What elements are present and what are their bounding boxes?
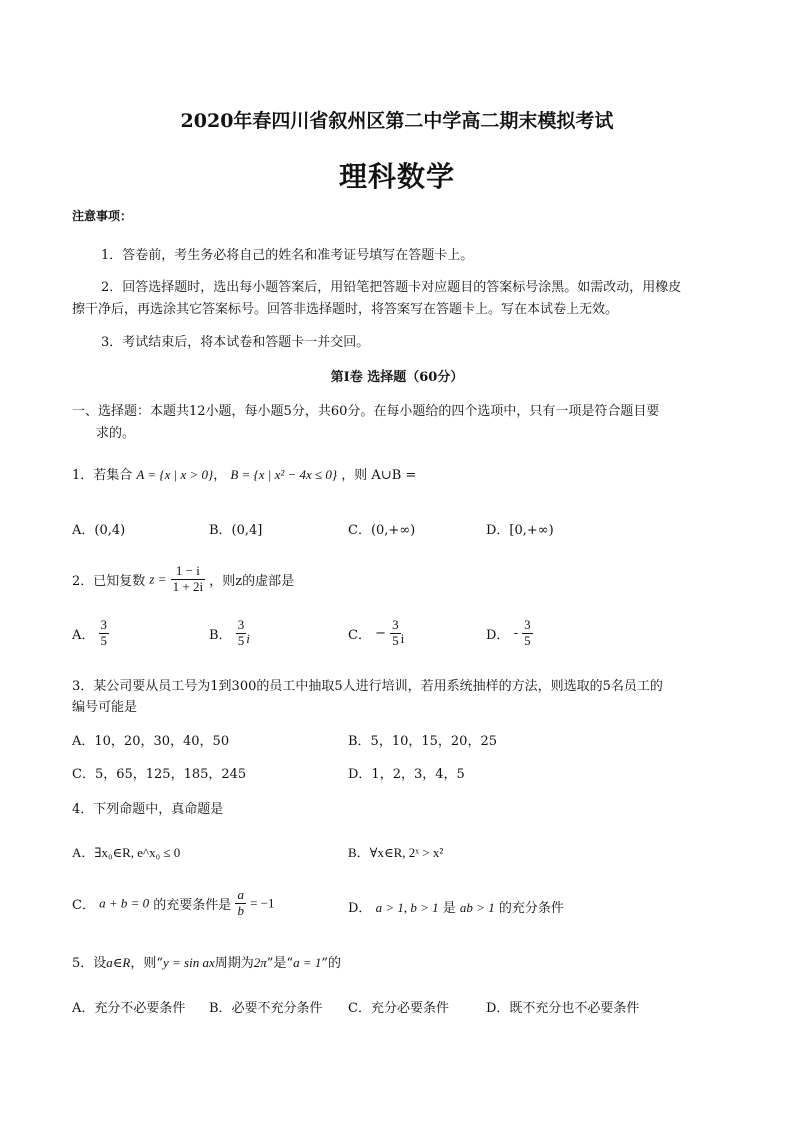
q4-stem: 4．下列命题中，真命题是 xyxy=(72,802,224,817)
q1-option-b: B．(0,4] xyxy=(209,523,263,538)
q4-c-mid: 的充要条件是 xyxy=(153,897,232,913)
q2-d-num: 3 xyxy=(524,617,531,632)
q4-d-expr1: a > 1, b > 1 xyxy=(375,900,439,915)
q4-c-fraction xyxy=(235,888,246,919)
q1-stem-suffix: ，则 A∪B = xyxy=(341,468,417,483)
q4-c-expr: a + b = 0 xyxy=(99,895,150,911)
section-instruction-line2: 求的。 xyxy=(96,426,136,441)
q1-set-b: B = {x | x² − 4x ≤ 0} xyxy=(230,467,338,482)
q5-a-in-r: a∈R xyxy=(106,955,131,970)
q3-stem-line2: 编号可能是 xyxy=(72,700,138,715)
notice-item-1: 1．答卷前，考生务必将自己的姓名和准考证号填写在答题卡上。 xyxy=(101,248,474,263)
q2-c-sign: − xyxy=(375,625,386,641)
q2-a-den: 5 xyxy=(100,632,108,648)
q5-stem-suffix: ”的 xyxy=(321,956,342,971)
q2-a-num: 3 xyxy=(100,617,108,632)
q2-option-c-frac xyxy=(390,618,401,649)
q2-b-imag-unit: i xyxy=(246,630,250,646)
q2-z-lhs: z = xyxy=(149,571,167,587)
q3-stem-line1: 3．某公司要从员工号为1到300的员工中抽取5人进行培训，若用系统抽样的方法，则选取的5名员工的 xyxy=(72,679,663,694)
section-title: 第Ⅰ卷 选择题（60分） xyxy=(330,370,464,385)
notice-item-2-line2: 擦干净后，再选涂其它答案标号。回答非选择题时，将答案写在答题卡上。写在本试卷上无效。 xyxy=(72,302,619,317)
q5-stem-prefix: 5．设 xyxy=(72,956,107,971)
q5-option-a: A．充分不必要条件 xyxy=(72,1001,186,1016)
q2-option-c-label: C． xyxy=(348,627,371,643)
q3-option-d: D．1，2，3，4，5 xyxy=(348,767,465,782)
notice-item-2-line1: 2．回答选择题时，选出每小题答案后，用铅笔把答题卡对应题目的答案标号涂黑。如需改动，用橡皮 xyxy=(101,280,682,295)
q2-d-den: 5 xyxy=(524,632,531,648)
q4-d-label: D． xyxy=(348,901,372,916)
q2-stem-prefix: 2．已知复数 xyxy=(72,573,146,589)
q4-option-a: A．∃x₀∈R, e^x₀ ≤ 0 xyxy=(72,845,181,860)
subject-title: 理科数学 xyxy=(338,160,455,193)
q1-set-a: A = {x | x > 0} xyxy=(136,467,214,482)
q1-option-c: C．(0,+∞) xyxy=(348,523,416,538)
q2-stem-suffix: ，则z的虚部是 xyxy=(209,573,295,589)
q5-y-eq: y = sin ax xyxy=(163,955,215,970)
q2-option-b xyxy=(209,618,250,649)
q4-c-label: C． xyxy=(72,897,95,913)
notice-item-3: 3．考试结束后，将本试卷和答题卡一并交回。 xyxy=(101,335,370,350)
q2-option-d xyxy=(486,618,533,649)
q2-numerator: 1 − i xyxy=(171,564,205,580)
q2-option-b-frac xyxy=(236,618,247,649)
q2-c-den: 5 xyxy=(392,632,399,648)
q1-option-d: D．[0,+∞) xyxy=(486,523,554,538)
q5-option-b: B．必要不充分条件 xyxy=(209,1001,323,1016)
question-1-stem: 1．若集合 A = {x | x > 0}， B = {x | x² − 4x ≤ 0} ，则 A∪B = xyxy=(72,467,417,483)
q2-option-d-frac xyxy=(522,618,533,649)
q2-fraction xyxy=(171,564,205,595)
q4-c-frac-den: b xyxy=(237,902,244,918)
q5-option-d: D．既不充分也不必要条件 xyxy=(486,1001,640,1016)
q5-stem-mid3: ”是“ xyxy=(266,956,294,971)
q2-c-imag-unit: i xyxy=(400,630,405,646)
q2-option-a-label: A． xyxy=(72,627,95,643)
q5-stem xyxy=(72,952,341,971)
q3-option-a: A．10，20，30，40，50 xyxy=(72,734,230,749)
q1-option-a: A．(0,4) xyxy=(72,523,126,538)
q2-option-b-label: B． xyxy=(209,627,232,643)
q5-two-pi: 2π xyxy=(253,955,267,970)
section-instruction-line1: 一、选择题：本题共12小题，每小题5分，共60分。在每小题给的四个选项中，只有一项是符合题目要 xyxy=(72,404,660,419)
q4-d-expr2: ab > 1 xyxy=(459,900,495,915)
notice-heading: 注意事项： xyxy=(72,209,133,223)
q3-option-b: B．5，10，15，20，25 xyxy=(348,734,497,749)
q2-denominator: 1 + 2i xyxy=(172,578,204,594)
q4-option-d xyxy=(348,897,564,916)
q2-d-sign: - xyxy=(513,625,518,641)
q4-option-b: B．∀x∈R, 2ˣ > x² xyxy=(348,845,444,860)
q4-d-mid: 是 xyxy=(442,901,456,916)
q2-b-den: 5 xyxy=(237,632,245,648)
q2-b-num: 3 xyxy=(237,617,245,632)
q2-option-a xyxy=(72,618,109,649)
q1-stem-prefix: 1．若集合 xyxy=(72,468,133,483)
q4-d-tail: 的充分条件 xyxy=(498,901,564,916)
q2-option-d-label: D． xyxy=(486,627,510,643)
q5-a-eq-1: a = 1 xyxy=(293,955,322,970)
q5-stem-mid1: ，则“ xyxy=(130,956,164,971)
exam-title: 2020年春四川省叙州区第二中学高二期末模拟考试 xyxy=(180,110,614,132)
q2-option-a-frac xyxy=(99,618,110,649)
q4-c-tail: = −1 xyxy=(250,895,275,911)
q5-option-c: C．充分必要条件 xyxy=(348,1001,449,1016)
q4-c-frac-num: a xyxy=(237,887,244,902)
q2-c-num: 3 xyxy=(392,617,399,632)
q4-option-c xyxy=(72,888,275,919)
q5-stem-mid2: 周期为 xyxy=(214,956,254,971)
question-2-stem xyxy=(72,564,294,595)
q3-option-c: C．5，65，125，185，245 xyxy=(72,767,247,782)
q2-option-c xyxy=(348,618,404,649)
